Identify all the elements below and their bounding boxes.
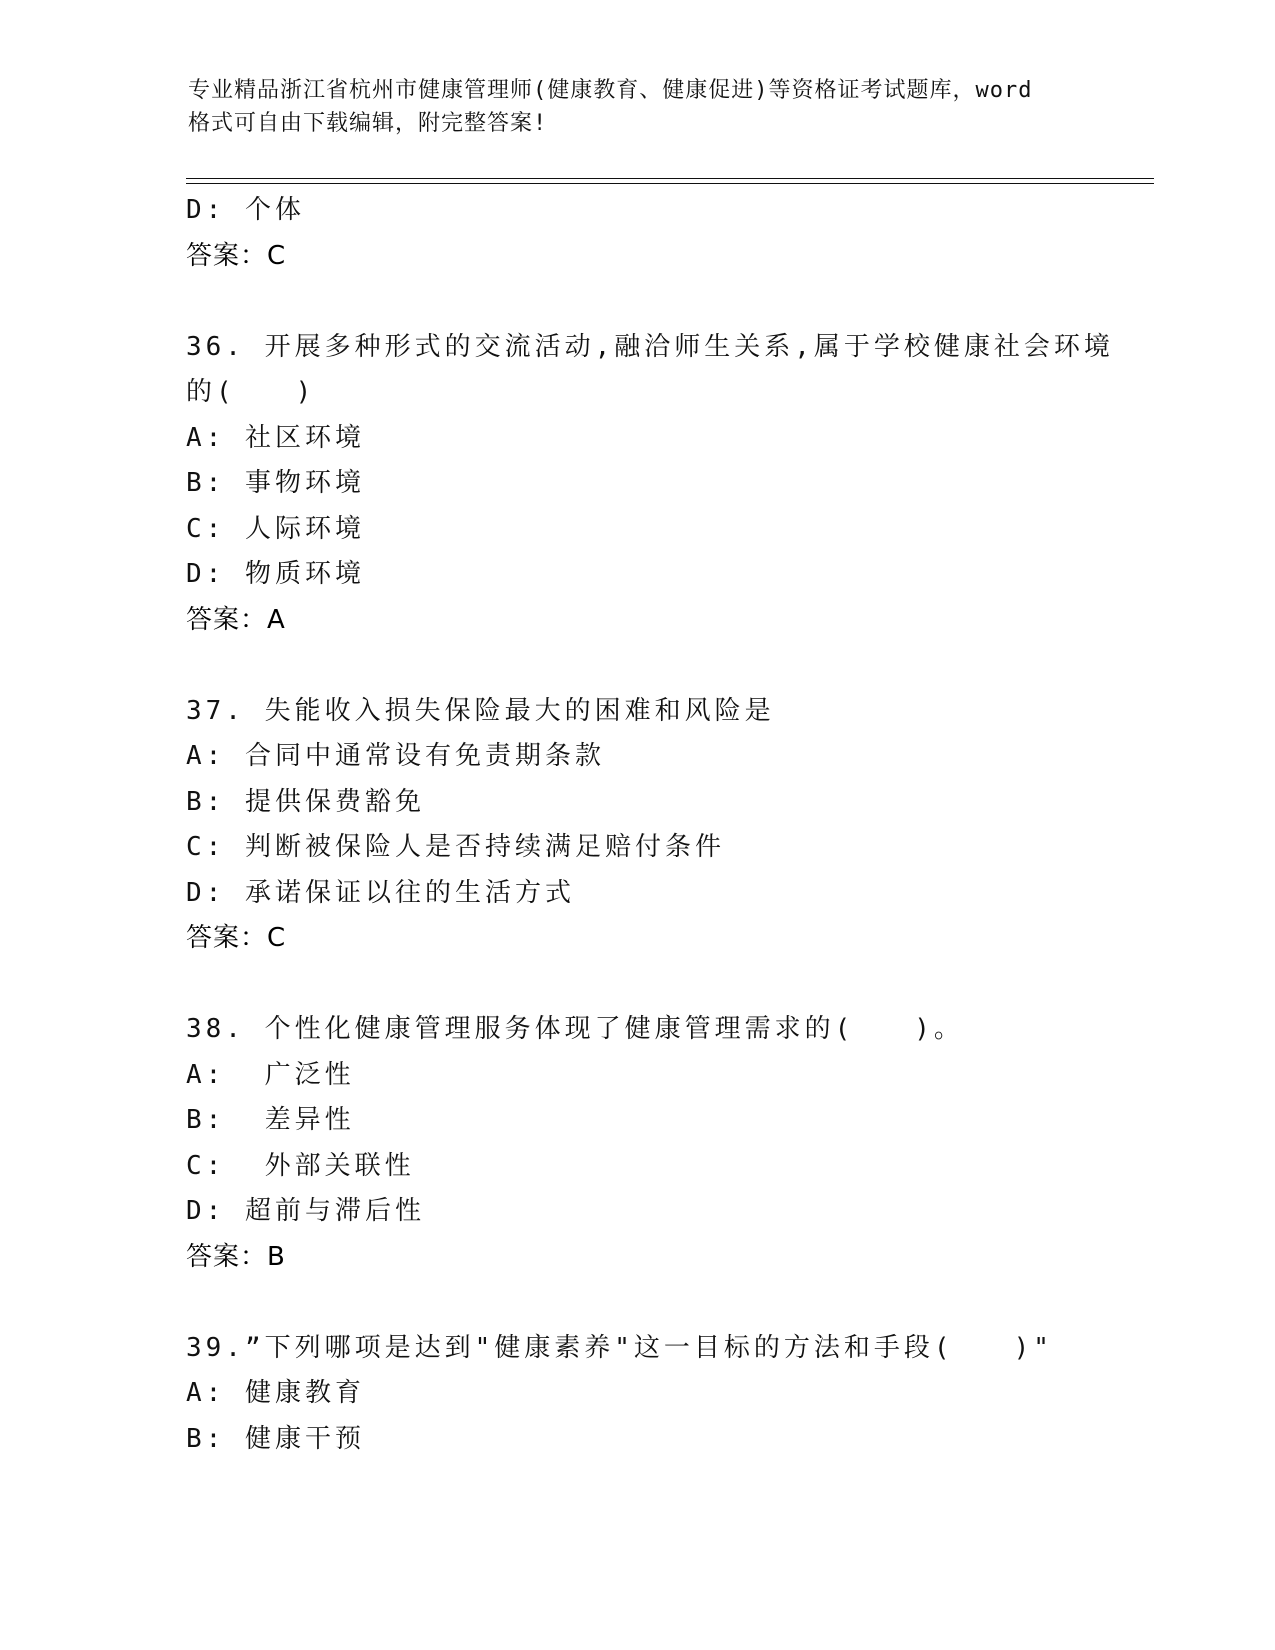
answer-label: 答案：C — [186, 240, 287, 271]
question-stem-continued: 的( ) — [186, 377, 316, 407]
question-35-tail — [186, 188, 1086, 279]
question-stem: 36. 开展多种形式的交流活动,融洽师生关系,属于学校健康社会环境 — [186, 331, 1114, 362]
option-d: D: 物质环境 — [186, 559, 365, 589]
option-b: B: 事物环境 — [186, 468, 365, 498]
option-b: B: 差异性 — [186, 1105, 355, 1135]
spacer — [186, 643, 1086, 689]
question-stem: 38. 个性化健康管理服务体现了健康管理需求的( )。 — [186, 1014, 964, 1044]
question-36 — [186, 325, 1114, 644]
question-stem: 39.”下列哪项是达到"健康素养"这一目标的方法和手段( )" — [186, 1332, 1053, 1363]
option-d: D: 承诺保证以往的生活方式 — [186, 877, 575, 908]
spacer — [186, 1280, 1086, 1326]
option-b: B: 提供保费豁免 — [186, 786, 425, 817]
answer-label: 答案：A — [186, 604, 286, 635]
page-header — [188, 74, 1088, 140]
option-b: B: 健康干预 — [186, 1423, 365, 1454]
option-d: D: 个体 — [186, 195, 305, 225]
option-a: A: 广泛性 — [186, 1059, 355, 1090]
option-d: D: 超前与滞后性 — [186, 1196, 425, 1226]
option-a: A: 合同中通常设有免责期条款 — [186, 741, 605, 771]
question-38 — [186, 1007, 1086, 1280]
header-line-1: 专业精品浙江省杭州市健康管理师(健康教育、健康促进)等资格证考试题库，word — [188, 78, 1033, 103]
question-39 — [186, 1326, 1086, 1463]
question-list — [186, 188, 1114, 1462]
question-stem: 37. 失能收入损失保险最大的困难和风险是 — [186, 695, 775, 726]
option-a: A: 社区环境 — [186, 422, 365, 453]
answer-label: 答案：C — [186, 923, 287, 953]
option-c: C: 外部关联性 — [186, 1150, 415, 1181]
header-divider-top — [186, 178, 1154, 179]
question-37 — [186, 689, 1086, 962]
answer-label: 答案：B — [186, 1241, 286, 1272]
spacer — [186, 962, 1086, 1008]
option-c: C: 判断被保险人是否持续满足赔付条件 — [186, 832, 725, 862]
option-a: A: 健康教育 — [186, 1378, 365, 1408]
header-line-2: 格式可自由下载编辑，附完整答案! — [188, 111, 548, 136]
option-c: C: 人际环境 — [186, 513, 365, 544]
spacer — [186, 279, 1086, 325]
header-divider-bottom — [186, 183, 1154, 184]
